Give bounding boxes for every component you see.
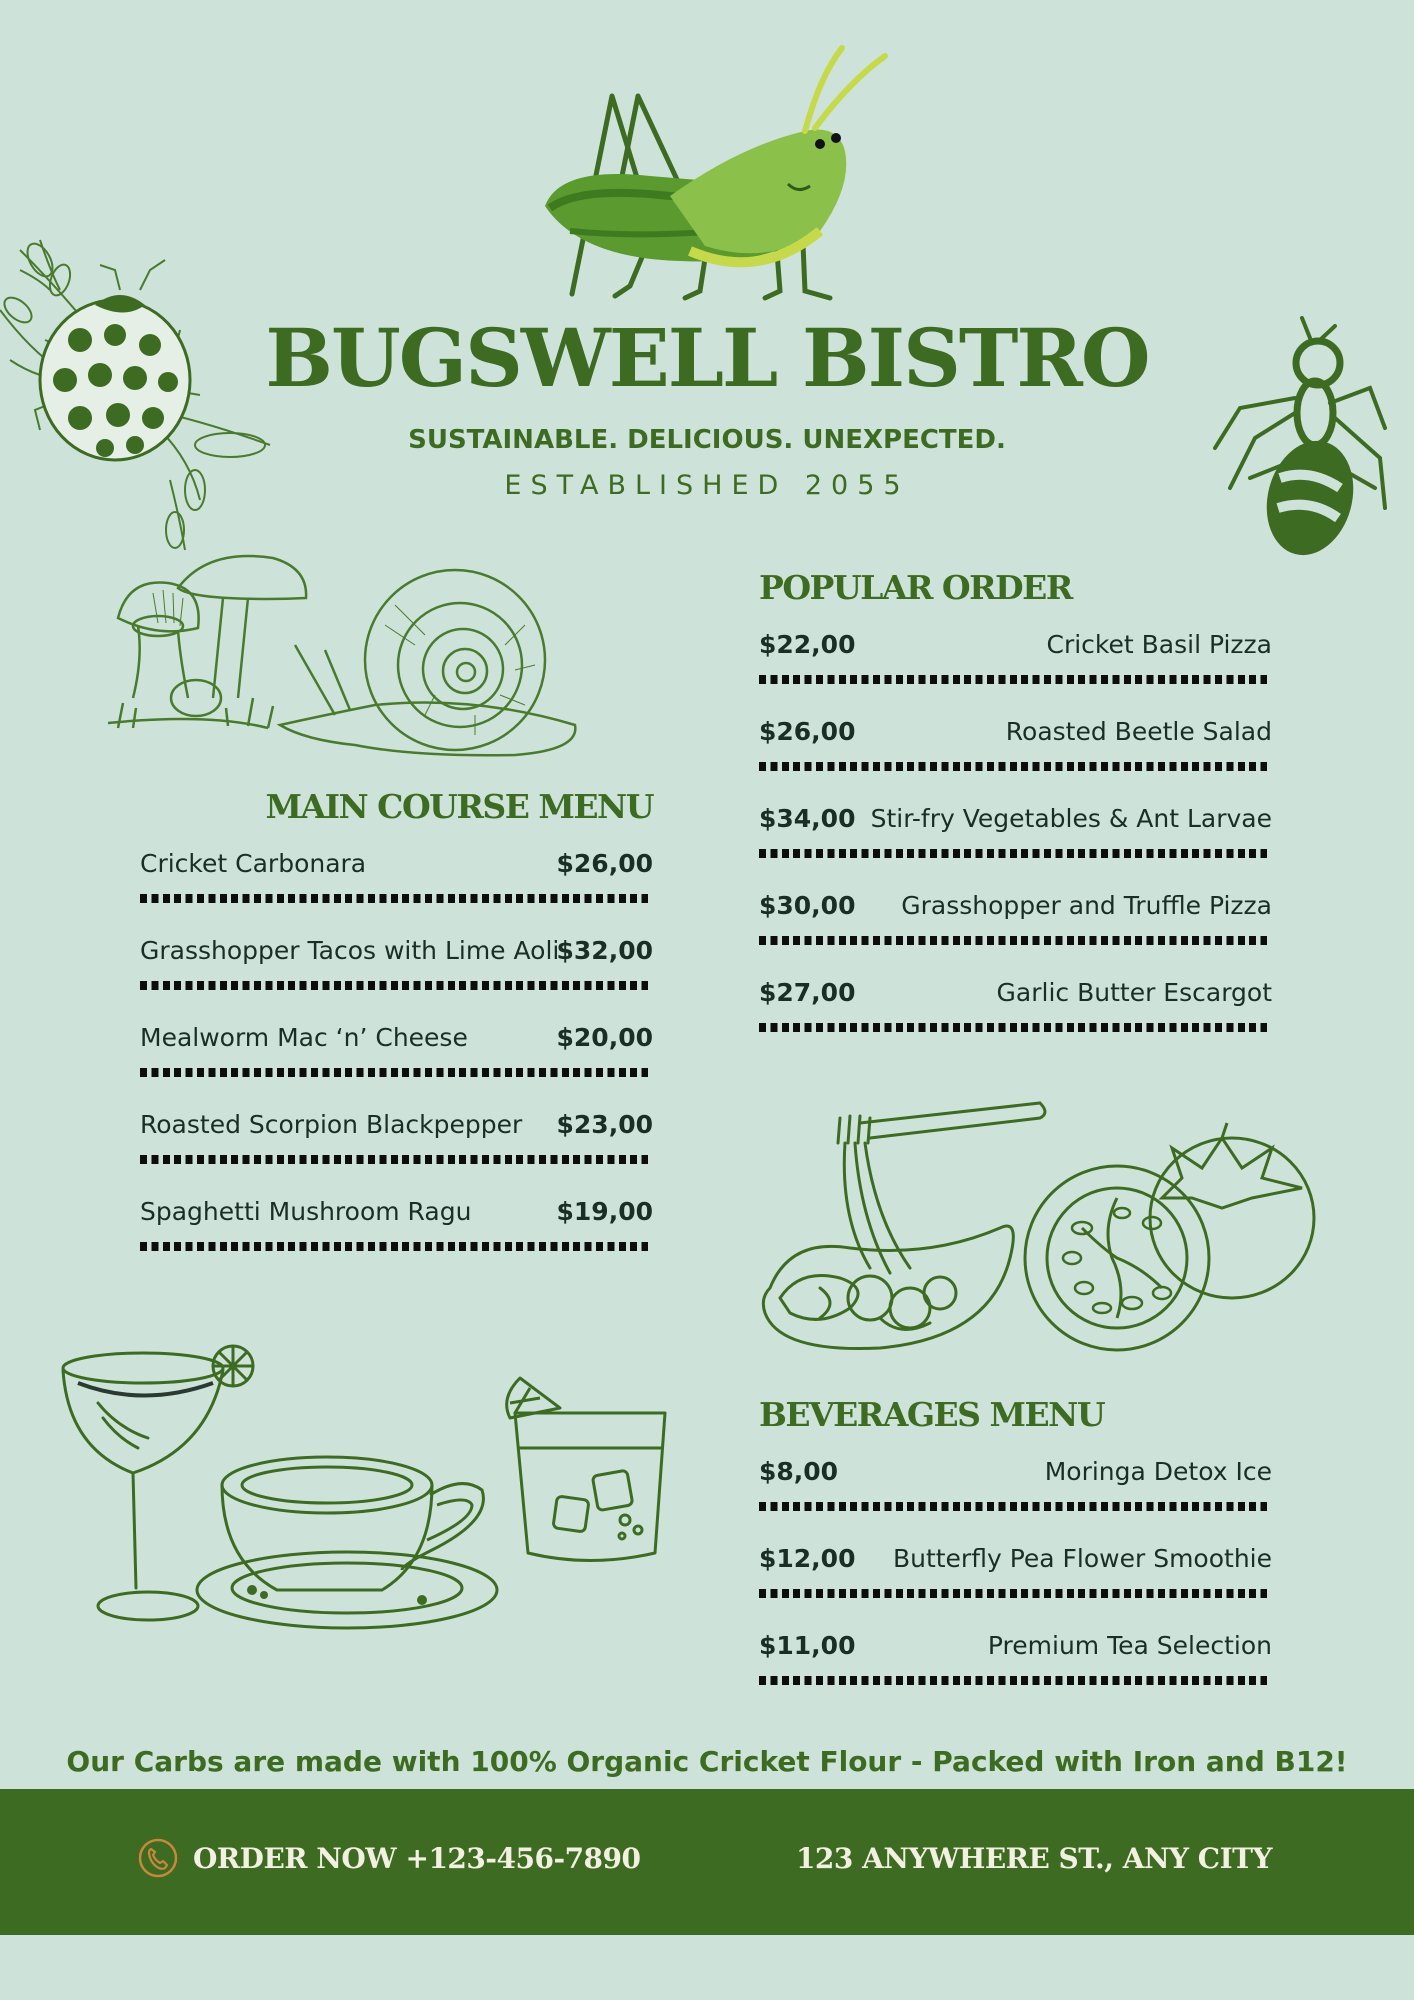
dotted-divider xyxy=(140,1155,648,1164)
item-name: Cricket Carbonara xyxy=(140,849,367,878)
dotted-divider xyxy=(759,762,1267,771)
item-name: Butterfly Pea Flower Smoothie xyxy=(892,1544,1272,1573)
item-price: $30,00 xyxy=(759,891,856,920)
tagline: SUSTAINABLE. DELICIOUS. UNEXPECTED. xyxy=(408,425,1006,455)
grasshopper-icon xyxy=(520,36,900,306)
item-name: Moringa Detox Ice xyxy=(1044,1457,1272,1486)
menu-item xyxy=(140,1025,653,1112)
item-name: Stir-fry Vegetables & Ant Larvae xyxy=(870,804,1272,833)
cricket-flour-note: Our Carbs are made with 100% Organic Cricket Flour - Packed with Iron and B12! xyxy=(66,1745,1348,1778)
item-price: $19,00 xyxy=(556,1197,653,1226)
beverages-section xyxy=(759,1395,1272,1720)
menu-item xyxy=(759,719,1272,806)
menu-item xyxy=(759,893,1272,980)
item-name: Grasshopper Tacos with Lime Aoli xyxy=(140,936,560,965)
beverages-title: BEVERAGES MENU xyxy=(759,1395,1105,1434)
item-name: Garlic Butter Escargot xyxy=(996,978,1272,1007)
established-label: ESTABLISHED 2055 xyxy=(504,470,910,501)
iced-drink-icon xyxy=(500,1378,675,1568)
menu-item xyxy=(759,980,1272,1067)
menu-item xyxy=(759,632,1272,719)
dotted-divider xyxy=(759,849,1267,858)
item-name: Roasted Beetle Salad xyxy=(1005,717,1272,746)
item-name: Spaghetti Mushroom Ragu xyxy=(140,1197,472,1226)
item-name: Premium Tea Selection xyxy=(987,1631,1272,1660)
menu-item xyxy=(759,1633,1272,1720)
menu-item xyxy=(140,851,653,938)
item-name: Roasted Scorpion Blackpepper xyxy=(140,1110,523,1139)
address: 123 ANYWHERE ST., ANY CITY xyxy=(795,1842,1272,1875)
restaurant-title: BUGSWELL BISTRO xyxy=(265,311,1149,405)
dotted-divider xyxy=(140,981,648,990)
footer-bar xyxy=(0,1789,1414,1935)
item-price: $27,00 xyxy=(759,978,856,1007)
item-price: $12,00 xyxy=(759,1544,856,1573)
dotted-divider xyxy=(140,894,648,903)
item-price: $11,00 xyxy=(759,1631,856,1660)
menu-item xyxy=(759,1546,1272,1633)
menu-item xyxy=(140,1199,653,1286)
popular-order-title: POPULAR ORDER xyxy=(759,568,1072,607)
popular-order-section xyxy=(759,568,1272,1067)
dotted-divider xyxy=(759,675,1267,684)
dotted-divider xyxy=(759,1589,1267,1598)
dotted-divider xyxy=(759,1502,1267,1511)
item-price: $20,00 xyxy=(556,1023,653,1052)
item-price: $32,00 xyxy=(556,936,653,965)
item-price: $26,00 xyxy=(556,849,653,878)
dotted-divider xyxy=(759,1023,1267,1032)
item-price: $34,00 xyxy=(759,804,856,833)
pasta-icon xyxy=(760,1098,1050,1358)
main-course-title: MAIN COURSE MENU xyxy=(265,787,653,826)
dotted-divider xyxy=(759,1676,1267,1685)
item-price: $26,00 xyxy=(759,717,856,746)
menu-item xyxy=(140,938,653,1025)
menu-item xyxy=(759,806,1272,893)
menu-item xyxy=(140,1112,653,1199)
dotted-divider xyxy=(759,936,1267,945)
item-name: Cricket Basil Pizza xyxy=(1046,630,1272,659)
main-course-section xyxy=(140,787,653,1286)
item-price: $22,00 xyxy=(759,630,856,659)
order-now-phone[interactable]: ORDER NOW +123-456-7890 xyxy=(193,1842,641,1875)
item-price: $23,00 xyxy=(556,1110,653,1139)
coffee-cup-icon xyxy=(192,1450,507,1635)
item-price: $8,00 xyxy=(759,1457,839,1486)
item-name: Grasshopper and Truffle Pizza xyxy=(901,891,1272,920)
dotted-divider xyxy=(140,1068,648,1077)
phone-icon xyxy=(138,1838,178,1878)
snail-icon xyxy=(275,565,585,765)
item-name: Mealworm Mac ‘n’ Cheese xyxy=(140,1023,468,1052)
dotted-divider xyxy=(140,1242,648,1251)
menu-item xyxy=(759,1459,1272,1546)
tomato-icon xyxy=(1022,1128,1317,1353)
